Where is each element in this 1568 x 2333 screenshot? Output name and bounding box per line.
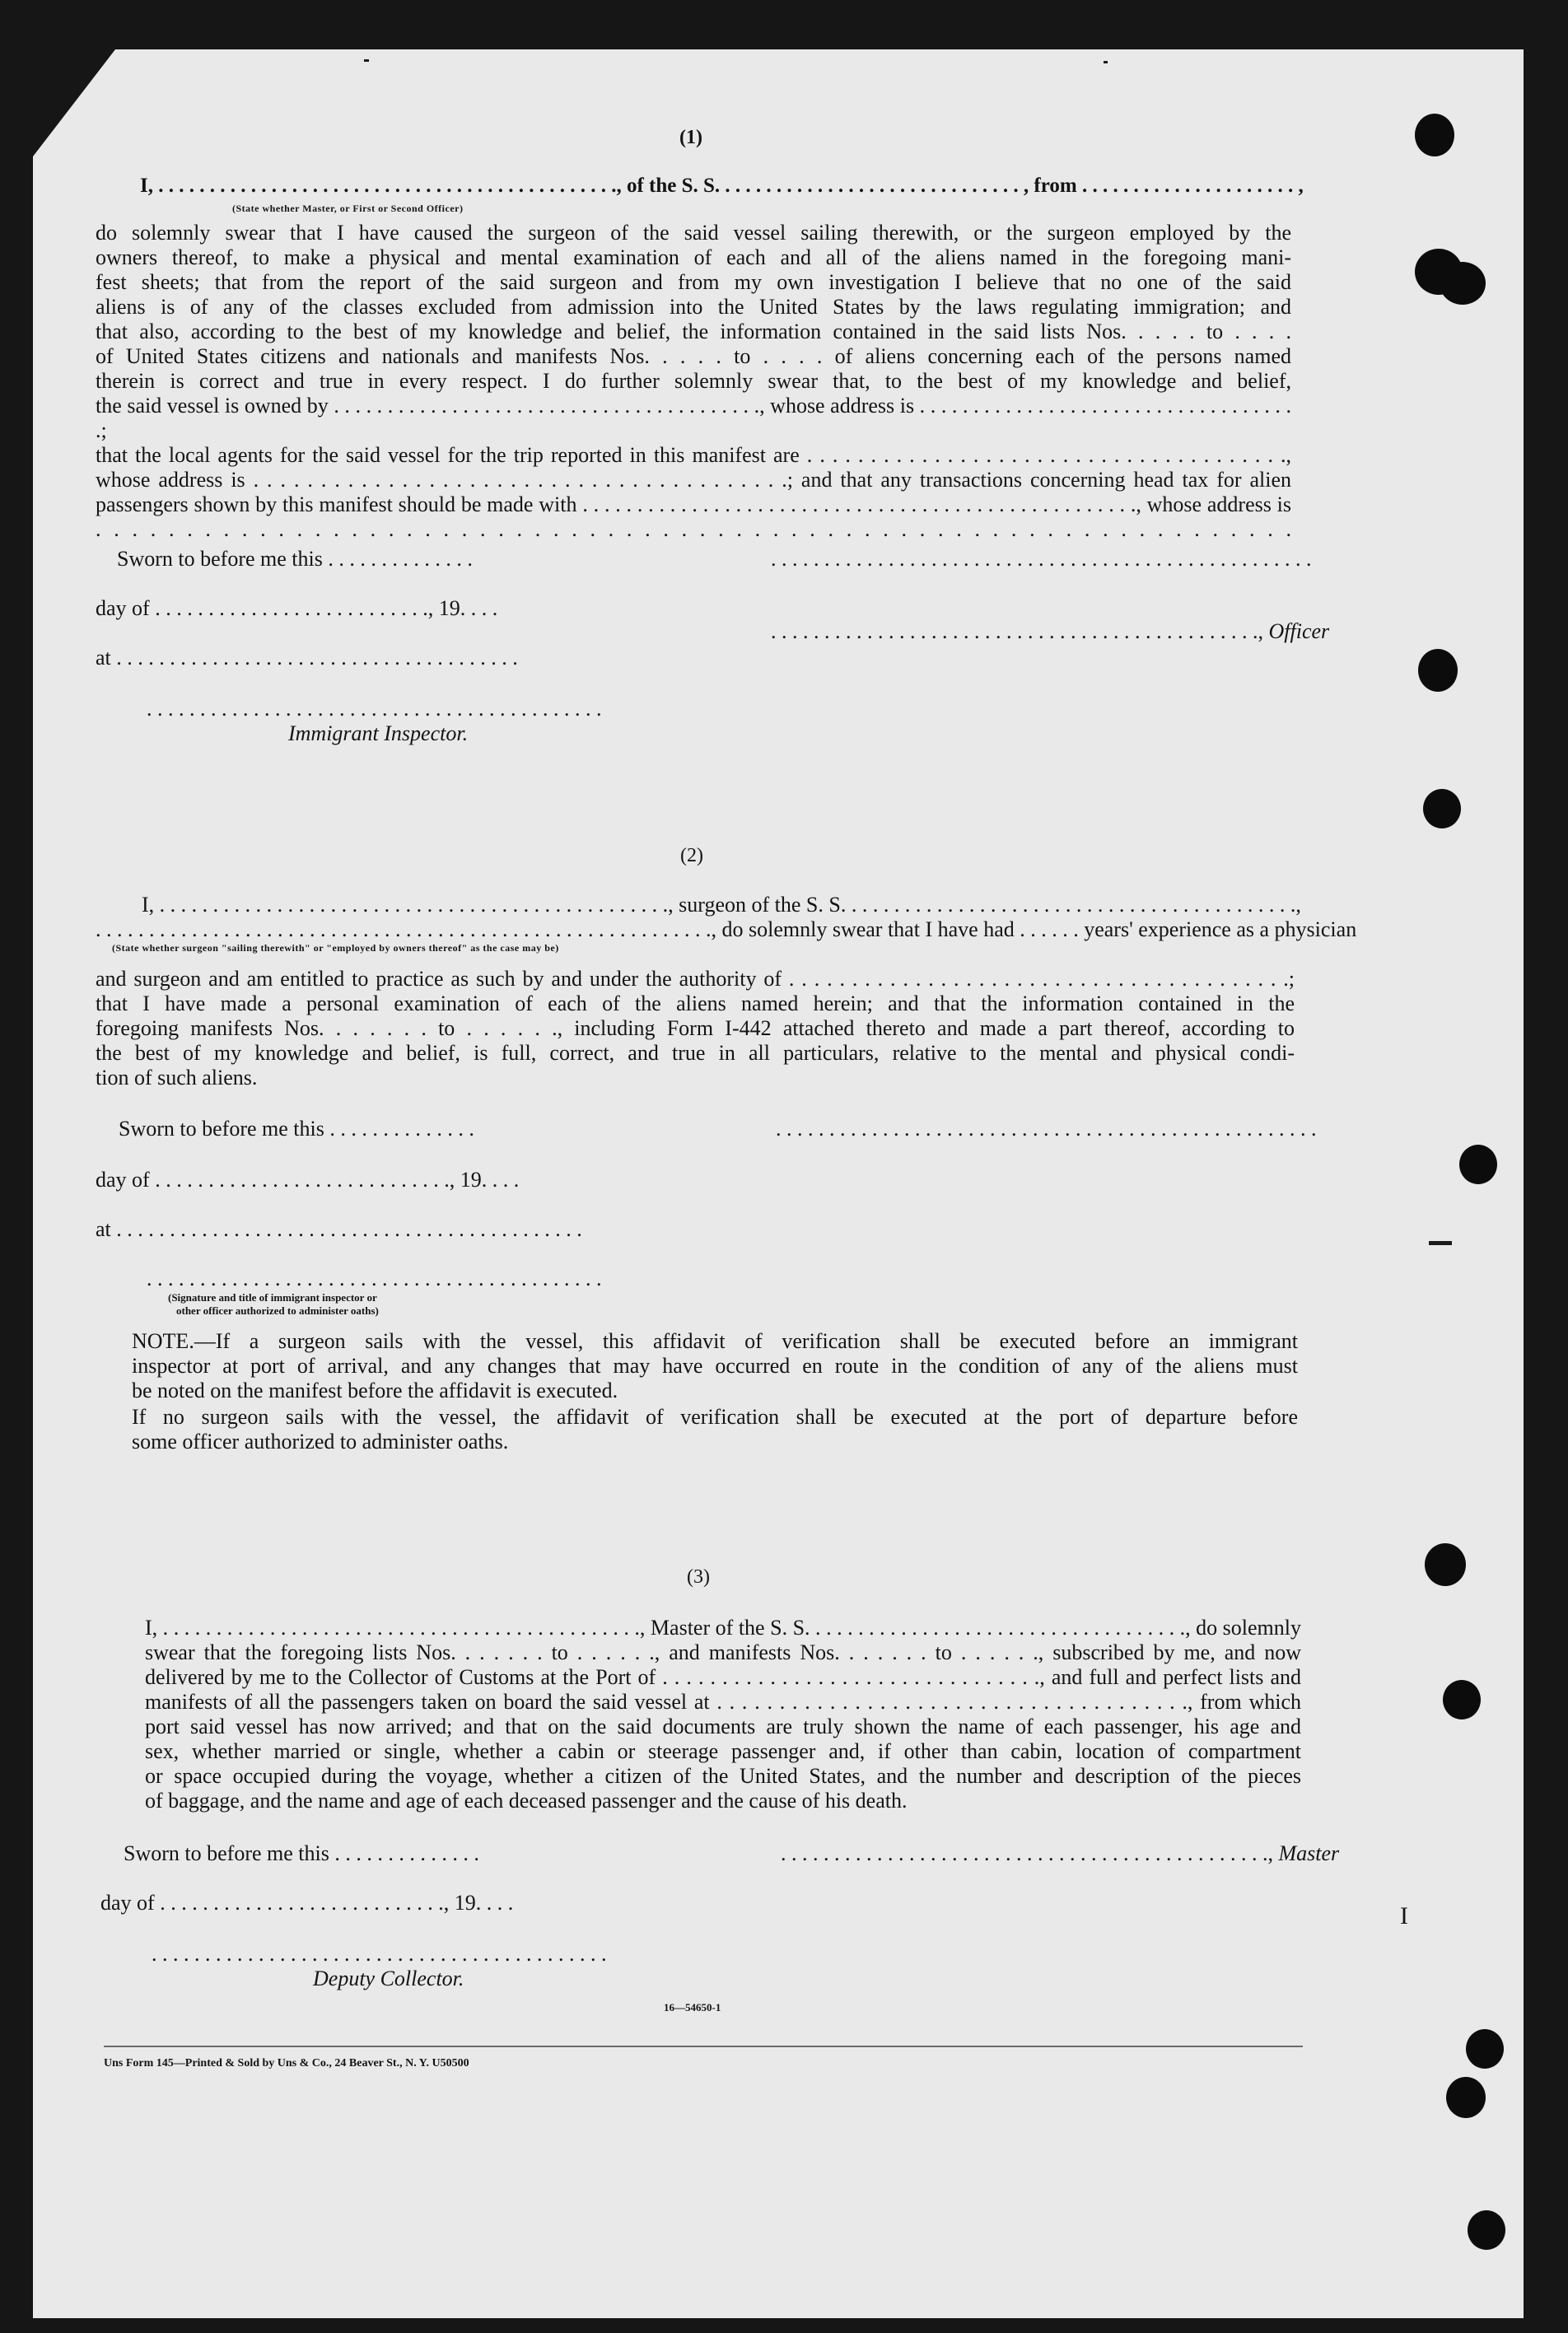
section-2-signature-dots: . . . . . . . . . . . . . . . . . . . . . . . . . . . . . . . . . . . . . . . . . . . (147, 1267, 602, 1290)
section-1-oath-text (96, 221, 1291, 542)
section-2-sworn-signature-line: . . . . . . . . . . . . . . . . . . . . . . . . . . . . . . . . . . . . . . . . . . . . . . . . . . . (776, 1117, 1317, 1141)
section-1-oath-line: fest sheets; that from the report of the said surgeon and from my own investigation I believe that no one of the said (96, 270, 1291, 294)
section-1-oath-line: . . . . . . . . . . . . . . . . . . . . . . . . . . . . . . . . . . . . . . . . . . . . . . . . . . . . . . . . . . . . . . . . . . (96, 517, 1291, 541)
section-2-oath-line: foregoing manifests Nos. . . . . . . to . . . . . ., including Form I-442 attached thereto and made a part thereof, according to (96, 1016, 1295, 1040)
punch-hole-1 (1415, 114, 1454, 156)
section-3-oath-line: delivered by me to the Collector of Customs at the Port of . . . . . . . . . . . . . . . . . . . . . . . . . . . . . . . ., and full and perfect lists and (145, 1665, 1301, 1689)
section-2-note-2-line: some officer authorized to administer oaths. (132, 1430, 509, 1453)
section-2-at: at . . . . . . . . . . . . . . . . . . . . . . . . . . . . . . . . . . . . . . . . . . . . (96, 1217, 582, 1241)
section-2-line-1: I, . . . . . . . . . . . . . . . . . . . . . . . . . . . . . . . . . . . . . . . . . . . . . . . ., surgeon of the S. S. . . . . . . . . . . . . . . . . . . . . . . . . . . . . . . . . . . . . . . . . . ., (142, 893, 1301, 917)
section-1-oath-line: aliens is of any of the classes excluded from admission into the United States by the laws regulating immigration; and (96, 295, 1291, 319)
punch-hole-11 (1468, 2210, 1505, 2250)
section-1-number: (1) (679, 127, 702, 148)
section-3-oath-line: swear that the foregoing lists Nos. . . . . . . to . . . . . ., and manifests Nos. . . . . . . to . . . . . ., subscribed by me, and now (145, 1640, 1301, 1664)
speck (1429, 1241, 1452, 1245)
section-1-day: day of . . . . . . . . . . . . . . . . . . . . . . . . . ., 19. . . . (96, 596, 498, 620)
officer-dots: . . . . . . . . . . . . . . . . . . . . . . . . . . . . . . . . . . . . . . . . . . . . . ., (771, 619, 1263, 643)
section-1-sworn-signature-line: . . . . . . . . . . . . . . . . . . . . . . . . . . . . . . . . . . . . . . . . . . . . . . . . . . . (771, 547, 1312, 571)
section-3-master-line (781, 1841, 1339, 1866)
section-2-note-line: NOTE.—If a surgeon sails with the vessel, this affidavit of verification shall be executed before an immigrant (132, 1329, 1298, 1353)
punch-hole-8 (1443, 1680, 1481, 1719)
section-3-oath-line: manifests of all the passengers taken on board the said vessel at . . . . . . . . . . . . . . . . . . . . . . . . . . . . . . . . . . . . . ., from which (145, 1690, 1301, 1714)
section-1-oath-line: do solemnly swear that I have caused the surgeon of the said vessel sailing therewith, or the surgeon employed by the (96, 221, 1291, 245)
section-1-officer-note: (State whether Master, or First or Second Officer) (232, 203, 464, 214)
section-2-oath-line: the best of my knowledge and belief, is full, correct, and true in all particulars, relative to the mental and physical condi- (96, 1041, 1295, 1065)
section-2-oath-line: tion of such aliens. (96, 1066, 258, 1090)
punch-hole-5 (1423, 789, 1461, 828)
section-1-oath-line: owners thereof, to make a physical and mental examination of each and all of the aliens named in the foregoing mani- (96, 245, 1291, 269)
punch-hole-3 (1440, 262, 1486, 305)
section-3-oath-line: of baggage, and the name and age of each deceased passenger and the cause of his death. (145, 1789, 908, 1813)
section-1-officer-line (771, 619, 1329, 644)
section-3-oath-line: I, . . . . . . . . . . . . . . . . . . . . . . . . . . . . . . . . . . . . . . . . . . . . ., Master of the S. S. . . . . . . . . . . . . . . . . . . . . . . . . . . . . . . . . . . ., do solemnly (145, 1616, 1301, 1640)
section-3-number: (3) (687, 1566, 710, 1588)
section-1-oath-line: the said vessel is owned by . . . . . . . . . . . . . . . . . . . . . . . . . . . . . . . . . . . . . . . ., whose address is . . . . . . . . . . . . . . . . . . . . . . . . . . . . . . . . . . . .; (96, 394, 1291, 442)
form-code: 16—54650-1 (664, 2001, 721, 2013)
section-2-oath-line: that I have made a personal examination of each of the aliens named herein; and that the information contained in the (96, 992, 1295, 1015)
section-3-oath-line: port said vessel has now arrived; and that on the said documents are truly shown the name of each passenger, his age and (145, 1715, 1301, 1738)
section-2-surgeon-note: (State whether surgeon "sailing therewith" or "employed by owners thereof" as the case may be) (112, 942, 559, 954)
punch-hole-4 (1418, 649, 1458, 692)
section-3-day: day of . . . . . . . . . . . . . . . . . . . . . . . . . . ., 19. . . . (100, 1891, 514, 1915)
section-2-signature-label-2: other officer authorized to administer oaths) (176, 1304, 379, 1317)
section-1-oath-line: of United States citizens and nationals and manifests Nos. . . . . to . . . . of aliens concerning each of the persons named (96, 344, 1291, 368)
punch-hole-6 (1459, 1145, 1497, 1184)
section-2-sworn: Sworn to before me this . . . . . . . . . . . . . . (119, 1117, 474, 1141)
footer-rule (104, 2046, 1303, 2047)
section-2-signature-label-1: (Signature and title of immigrant inspector or (168, 1291, 377, 1304)
section-1-signature-label: Immigrant Inspector. (288, 721, 469, 745)
section-3-oath-line: or space occupied during the voyage, whether a citizen of the United States, and the number and description of the pieces (145, 1764, 1301, 1788)
section-1-oath-line: therein is correct and true in every respect. I do further solemnly swear that, to the best of my knowledge and belief, (96, 369, 1291, 393)
section-2-note-line: be noted on the manifest before the affidavit is executed. (132, 1379, 618, 1402)
master-label: Master (1278, 1841, 1340, 1865)
master-dots: . . . . . . . . . . . . . . . . . . . . . . . . . . . . . . . . . . . . . . . . . . . . . ., (781, 1841, 1273, 1865)
punch-hole-9 (1466, 2029, 1504, 2069)
section-2-day: day of . . . . . . . . . . . . . . . . . . . . . . . . . . . ., 19. . . . (96, 1168, 520, 1192)
speck (1104, 61, 1108, 63)
section-1-oath-line: that the local agents for the said vessel for the trip reported in this manifest are . . . . . . . . . . . . . . . . . . . . . . . . . . . . . . . . . . . . . ., (96, 443, 1291, 467)
section-1-oath-line: whose address is . . . . . . . . . . . . . . . . . . . . . . . . . . . . . . . . . . . . . . . .; and that any transactions concerning head tax for alien (96, 468, 1291, 492)
punch-hole-7 (1425, 1543, 1466, 1586)
section-3-signature-dots: . . . . . . . . . . . . . . . . . . . . . . . . . . . . . . . . . . . . . . . . . . . (152, 1942, 607, 1966)
section-2-note-2 (99, 1405, 1298, 1454)
section-2-oath-line: and surgeon and am entitled to practice as such by and under the authority of . . . . . . . . . . . . . . . . . . . . . . . . . . . . . . . . . . . . . . . .; (96, 967, 1295, 991)
section-3-sworn: Sworn to before me this . . . . . . . . . . . . . . (124, 1841, 479, 1865)
section-1-line-1: I, . . . . . . . . . . . . . . . . . . . . . . . . . . . . . . . . . . . . . . . . . . . . ., of the S. S. . . . . . . . . . . . . . . . . . . . . . . . . . . . . . , from . . . . . . . . . . . . . . . . . . . . . , (140, 175, 1304, 197)
section-2-note-2-line: If no surgeon sails with the vessel, the affidavit of verification shall be executed at the port of departure before (132, 1405, 1298, 1429)
section-2-line-2: . . . . . . . . . . . . . . . . . . . . . . . . . . . . . . . . . . . . . . . . . . . . . . . . . . . . . . . . . ., do solemnly swear that I have had . . . . . . years' experience as a physician (96, 917, 1357, 941)
section-1-at: at . . . . . . . . . . . . . . . . . . . . . . . . . . . . . . . . . . . . . . (96, 646, 518, 670)
section-3-oath-text (99, 1616, 1301, 1813)
footer-imprint: Uns Form 145—Printed & Sold by Uns & Co., 24 Beaver St., N. Y. U50500 (104, 2057, 469, 2069)
margin-mark: I (1400, 1902, 1408, 1929)
section-2-oath-text (96, 967, 1295, 1090)
section-1-signature-dots: . . . . . . . . . . . . . . . . . . . . . . . . . . . . . . . . . . . . . . . . . . . (147, 697, 602, 721)
punch-hole-10 (1446, 2077, 1486, 2118)
speck (364, 59, 369, 62)
section-2-number: (2) (680, 845, 703, 866)
section-3-oath-line: sex, whether married or single, whether a cabin or steerage passenger and, if other than cabin, location of compartment (145, 1739, 1301, 1763)
section-1-oath-line: that also, according to the best of my knowledge and belief, the information contained in the said lists Nos. . . . . to . . . . (96, 320, 1291, 343)
section-2-note (99, 1329, 1298, 1403)
officer-label: Officer (1268, 619, 1330, 643)
section-1-oath-line: passengers shown by this manifest should be made with . . . . . . . . . . . . . . . . . . . . . . . . . . . . . . . . . . . . . . . . . . . . . . . . . . ., whose address is (96, 492, 1291, 516)
section-1-sworn: Sworn to before me this . . . . . . . . . . . . . . (117, 547, 473, 571)
section-2-note-line: inspector at port of arrival, and any changes that may have occurred en route in the condition of any of the aliens must (132, 1354, 1298, 1378)
section-3-signature-label: Deputy Collector. (313, 1967, 464, 1990)
